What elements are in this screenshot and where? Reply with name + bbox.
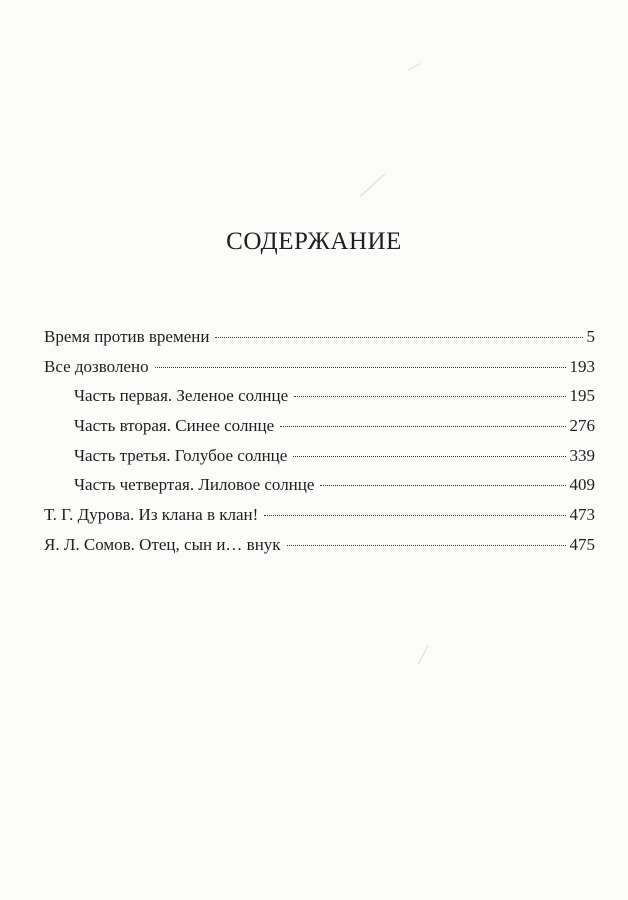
- toc-dot-leader: [293, 456, 565, 457]
- toc-dot-leader: [294, 396, 565, 397]
- toc-entry: [44, 381, 595, 411]
- paper-mark: [360, 173, 386, 196]
- toc-entry: [44, 441, 595, 471]
- toc-entry-page-number: 473: [569, 505, 595, 525]
- toc-entry-page-number: 475: [569, 534, 595, 554]
- toc-entry: [44, 530, 595, 560]
- toc-entry: [44, 470, 595, 500]
- page-title: СОДЕРЖАНИЕ: [226, 228, 402, 255]
- toc-entry: [44, 352, 595, 382]
- toc-dot-leader: [215, 337, 582, 338]
- toc-entry-title: Т. Г. Дурова. Из клана в клан!: [44, 505, 259, 525]
- paper-mark: [418, 645, 429, 665]
- toc-entry-page-number: 276: [569, 416, 595, 436]
- toc-entry-page-number: 193: [569, 356, 595, 376]
- toc-entry-title: Часть вторая. Синее солнце: [74, 416, 275, 436]
- toc-dot-leader: [155, 367, 566, 368]
- toc-entry-title: Все дозволено: [44, 356, 149, 376]
- table-of-contents: [44, 322, 595, 560]
- toc-entry: [44, 411, 595, 441]
- toc-entry: [44, 322, 595, 352]
- toc-entry-page-number: 5: [586, 327, 595, 346]
- toc-entry-title: Часть четвертая. Лиловое солнце: [74, 475, 315, 495]
- toc-entry-title: Часть первая. Зеленое солнце: [74, 386, 289, 406]
- toc-entry: [44, 500, 595, 530]
- toc-dot-leader: [264, 515, 565, 516]
- toc-dot-leader: [287, 545, 566, 546]
- toc-entry-page-number: 409: [569, 475, 595, 495]
- toc-dot-leader: [280, 426, 565, 427]
- toc-entry-title: Я. Л. Сомов. Отец, сын и… внук: [44, 534, 281, 554]
- toc-entry-title: Часть третья. Голубое солнце: [74, 445, 288, 465]
- toc-dot-leader: [320, 485, 565, 486]
- paper-mark: [408, 63, 421, 71]
- toc-entry-title: Время против времени: [44, 327, 210, 346]
- toc-entry-page-number: 195: [569, 386, 595, 406]
- toc-entry-page-number: 339: [569, 445, 595, 465]
